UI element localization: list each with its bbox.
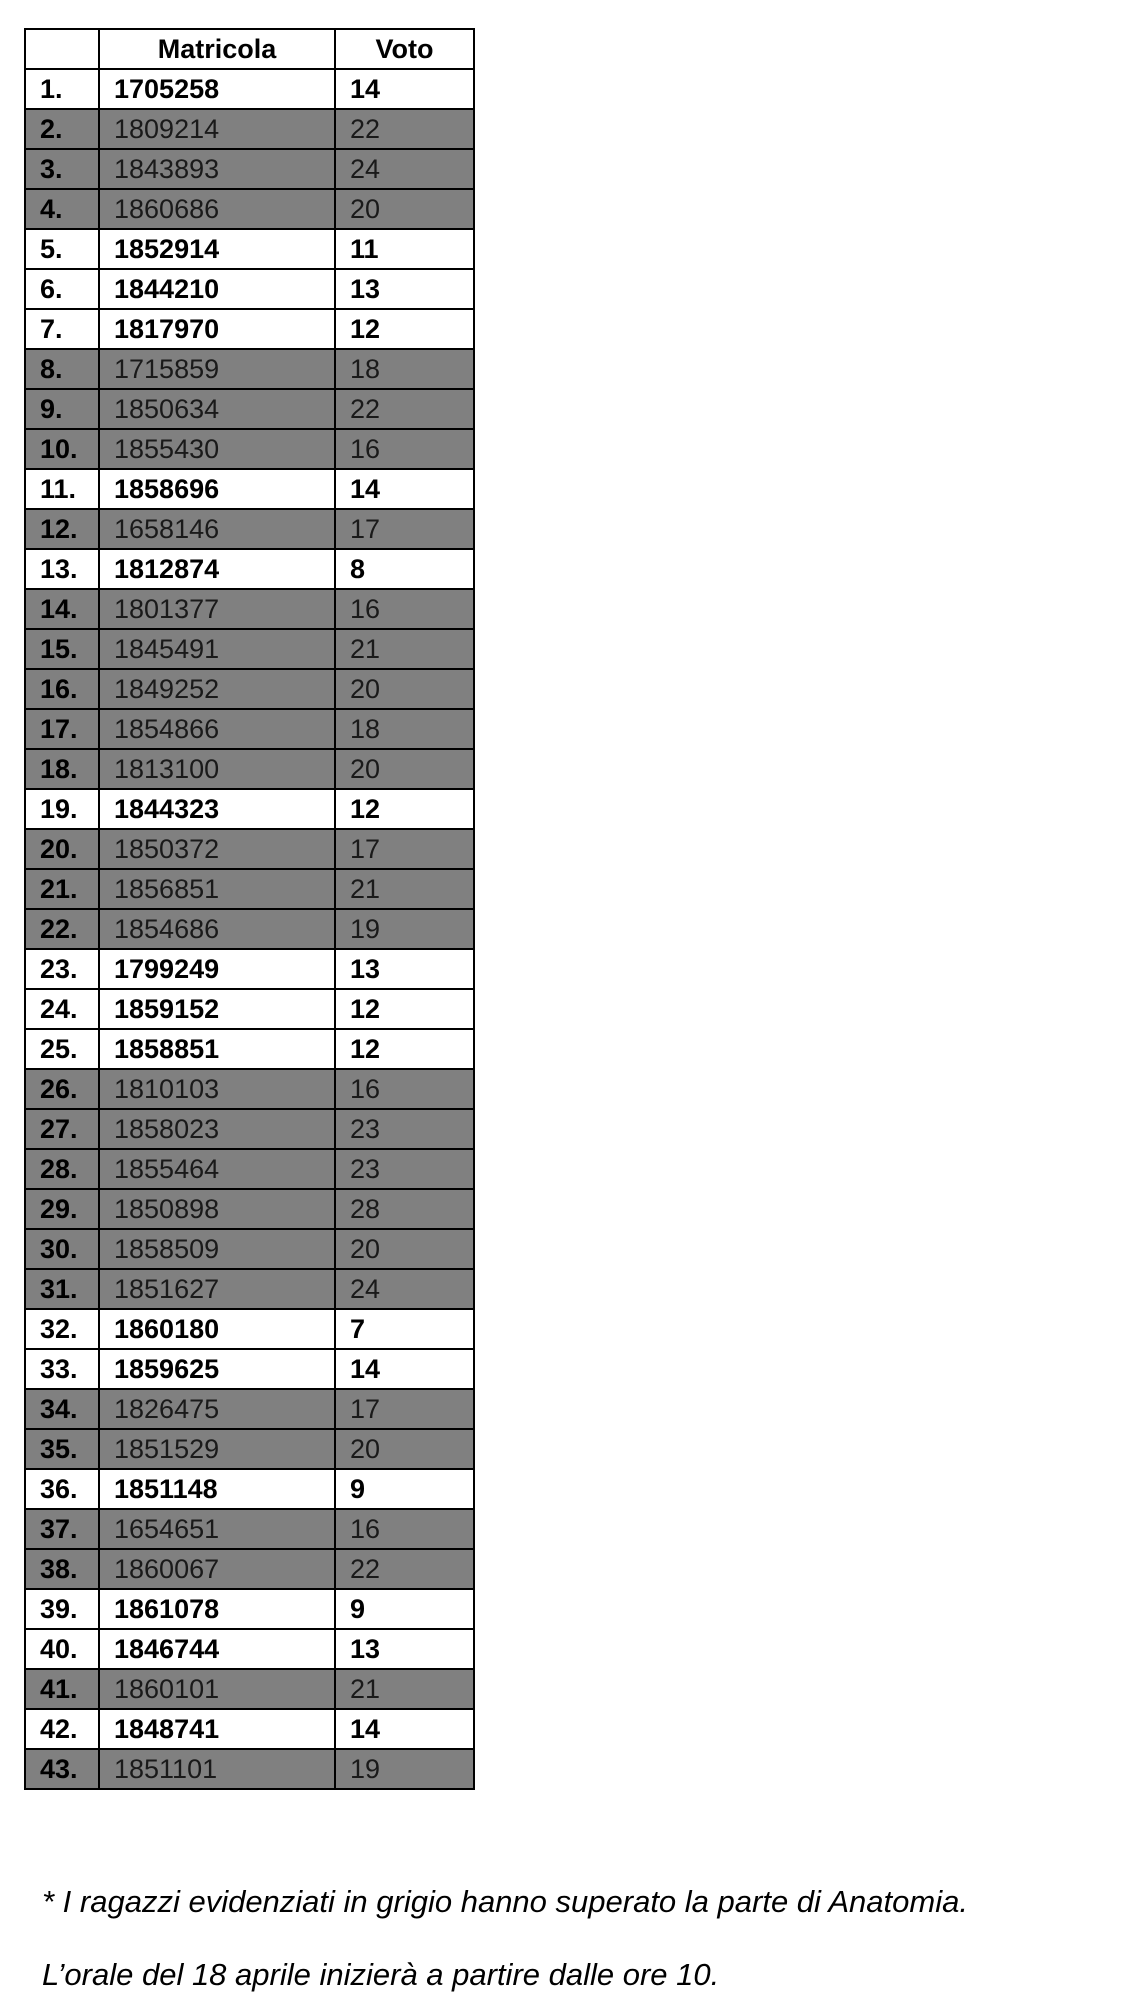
row-number: 12. [25,509,99,549]
voto-cell: 20 [335,749,474,789]
matricola-cell: 1715859 [99,349,335,389]
voto-cell: 14 [335,1349,474,1389]
matricola-cell: 1859152 [99,989,335,1029]
table-row [25,1349,474,1389]
table-row [25,869,474,909]
row-number: 11. [25,469,99,509]
matricola-cell: 1858851 [99,1029,335,1069]
table-row [25,1669,474,1709]
matricola-cell: 1817970 [99,309,335,349]
row-number: 25. [25,1029,99,1069]
table-row [25,749,474,789]
table-row [25,1029,474,1069]
table-row [25,1189,474,1229]
matricola-cell: 1810103 [99,1069,335,1109]
matricola-cell: 1851529 [99,1429,335,1469]
table-row [25,589,474,629]
row-number: 30. [25,1229,99,1269]
row-number: 26. [25,1069,99,1109]
voto-cell: 18 [335,349,474,389]
table-row [25,1069,474,1109]
row-number: 3. [25,149,99,189]
voto-cell: 19 [335,1749,474,1789]
table-row [25,1469,474,1509]
voto-cell: 24 [335,149,474,189]
matricola-cell: 1801377 [99,589,335,629]
table-row [25,1389,474,1429]
matricola-cell: 1855430 [99,429,335,469]
voto-cell: 12 [335,309,474,349]
matricola-cell: 1860180 [99,1309,335,1349]
table-row [25,149,474,189]
voto-cell: 23 [335,1109,474,1149]
table-row [25,1149,474,1189]
table-row [25,629,474,669]
voto-cell: 16 [335,429,474,469]
voto-cell: 16 [335,1509,474,1549]
matricola-cell: 1859625 [99,1349,335,1389]
voto-cell: 18 [335,709,474,749]
voto-cell: 16 [335,589,474,629]
table-row [25,1549,474,1589]
voto-cell: 21 [335,869,474,909]
results-table [24,28,475,1790]
row-number: 36. [25,1469,99,1509]
matricola-cell: 1812874 [99,549,335,589]
matricola-cell: 1860686 [99,189,335,229]
voto-cell: 20 [335,1229,474,1269]
table-row [25,269,474,309]
row-number: 14. [25,589,99,629]
matricola-cell: 1861078 [99,1589,335,1629]
voto-cell: 12 [335,989,474,1029]
voto-cell: 16 [335,1069,474,1109]
row-number: 5. [25,229,99,269]
voto-cell: 12 [335,789,474,829]
table-row [25,829,474,869]
voto-cell: 14 [335,69,474,109]
row-number: 16. [25,669,99,709]
table-row [25,1229,474,1269]
row-number: 41. [25,1669,99,1709]
matricola-cell: 1854866 [99,709,335,749]
matricola-cell: 1851627 [99,1269,335,1309]
table-row [25,509,474,549]
matricola-cell: 1658146 [99,509,335,549]
table-row [25,1109,474,1149]
table-row [25,69,474,109]
row-number: 8. [25,349,99,389]
voto-cell: 20 [335,1429,474,1469]
table-row [25,349,474,389]
table-row [25,789,474,829]
row-number: 19. [25,789,99,829]
row-number: 1. [25,69,99,109]
header-voto: Voto [335,29,474,69]
matricola-cell: 1843893 [99,149,335,189]
row-number: 34. [25,1389,99,1429]
table-row [25,989,474,1029]
matricola-cell: 1799249 [99,949,335,989]
voto-cell: 14 [335,469,474,509]
row-number: 33. [25,1349,99,1389]
voto-cell: 13 [335,949,474,989]
matricola-cell: 1850372 [99,829,335,869]
table-row [25,1589,474,1629]
matricola-cell: 1813100 [99,749,335,789]
table-row [25,669,474,709]
row-number: 7. [25,309,99,349]
table-row [25,949,474,989]
matricola-cell: 1705258 [99,69,335,109]
row-number: 27. [25,1109,99,1149]
table-row [25,469,474,509]
matricola-cell: 1858509 [99,1229,335,1269]
voto-cell: 28 [335,1189,474,1229]
highlight-footnote: * I ragazzi evidenziati in grigio hanno superato la parte di Anatomia. [42,1884,968,1919]
matricola-cell: 1809214 [99,109,335,149]
table-row [25,709,474,749]
matricola-cell: 1851148 [99,1469,335,1509]
matricola-cell: 1849252 [99,669,335,709]
matricola-cell: 1848741 [99,1709,335,1749]
table-row [25,229,474,269]
table-row [25,309,474,349]
row-number: 40. [25,1629,99,1669]
voto-cell: 11 [335,229,474,269]
voto-cell: 22 [335,109,474,149]
table-row [25,1629,474,1669]
matricola-cell: 1860101 [99,1669,335,1709]
row-number: 9. [25,389,99,429]
row-number: 21. [25,869,99,909]
voto-cell: 12 [335,1029,474,1069]
voto-cell: 22 [335,389,474,429]
row-number: 43. [25,1749,99,1789]
matricola-cell: 1844323 [99,789,335,829]
matricola-cell: 1826475 [99,1389,335,1429]
voto-cell: 17 [335,509,474,549]
voto-cell: 14 [335,1709,474,1749]
row-number: 18. [25,749,99,789]
row-number: 10. [25,429,99,469]
row-number: 32. [25,1309,99,1349]
row-number: 2. [25,109,99,149]
table-row [25,429,474,469]
row-number: 29. [25,1189,99,1229]
table-row [25,1269,474,1309]
row-number: 38. [25,1549,99,1589]
table-body [25,69,474,1789]
matricola-cell: 1858023 [99,1109,335,1149]
oral-exam-note: L’orale del 18 aprile inizierà a partire dalle ore 10. [42,1957,720,1992]
table-row [25,1749,474,1789]
row-number: 15. [25,629,99,669]
matricola-cell: 1860067 [99,1549,335,1589]
voto-cell: 17 [335,1389,474,1429]
matricola-cell: 1846744 [99,1629,335,1669]
matricola-cell: 1852914 [99,229,335,269]
table-row [25,389,474,429]
row-number: 6. [25,269,99,309]
matricola-cell: 1850634 [99,389,335,429]
table-header-row [25,29,474,69]
voto-cell: 23 [335,1149,474,1189]
row-number: 42. [25,1709,99,1749]
row-number: 37. [25,1509,99,1549]
row-number: 13. [25,549,99,589]
matricola-cell: 1854686 [99,909,335,949]
voto-cell: 20 [335,669,474,709]
row-number: 35. [25,1429,99,1469]
matricola-cell: 1851101 [99,1749,335,1789]
row-number: 23. [25,949,99,989]
voto-cell: 20 [335,189,474,229]
voto-cell: 7 [335,1309,474,1349]
voto-cell: 21 [335,629,474,669]
row-number: 28. [25,1149,99,1189]
header-matricola: Matricola [99,29,335,69]
voto-cell: 9 [335,1469,474,1509]
matricola-cell: 1855464 [99,1149,335,1189]
table-row [25,909,474,949]
row-number: 4. [25,189,99,229]
table-row [25,109,474,149]
row-number: 20. [25,829,99,869]
voto-cell: 17 [335,829,474,869]
voto-cell: 22 [335,1549,474,1589]
voto-cell: 21 [335,1669,474,1709]
row-number: 24. [25,989,99,1029]
table-row [25,1709,474,1749]
voto-cell: 13 [335,269,474,309]
voto-cell: 24 [335,1269,474,1309]
matricola-cell: 1654651 [99,1509,335,1549]
matricola-cell: 1844210 [99,269,335,309]
voto-cell: 9 [335,1589,474,1629]
table-row [25,549,474,589]
row-number: 22. [25,909,99,949]
table-row [25,1429,474,1469]
table-row [25,189,474,229]
row-number: 31. [25,1269,99,1309]
matricola-cell: 1858696 [99,469,335,509]
voto-cell: 13 [335,1629,474,1669]
matricola-cell: 1856851 [99,869,335,909]
table-row [25,1309,474,1349]
matricola-cell: 1845491 [99,629,335,669]
row-number: 39. [25,1589,99,1629]
matricola-cell: 1850898 [99,1189,335,1229]
voto-cell: 8 [335,549,474,589]
voto-cell: 19 [335,909,474,949]
row-number: 17. [25,709,99,749]
header-number [25,29,99,69]
table-row [25,1509,474,1549]
